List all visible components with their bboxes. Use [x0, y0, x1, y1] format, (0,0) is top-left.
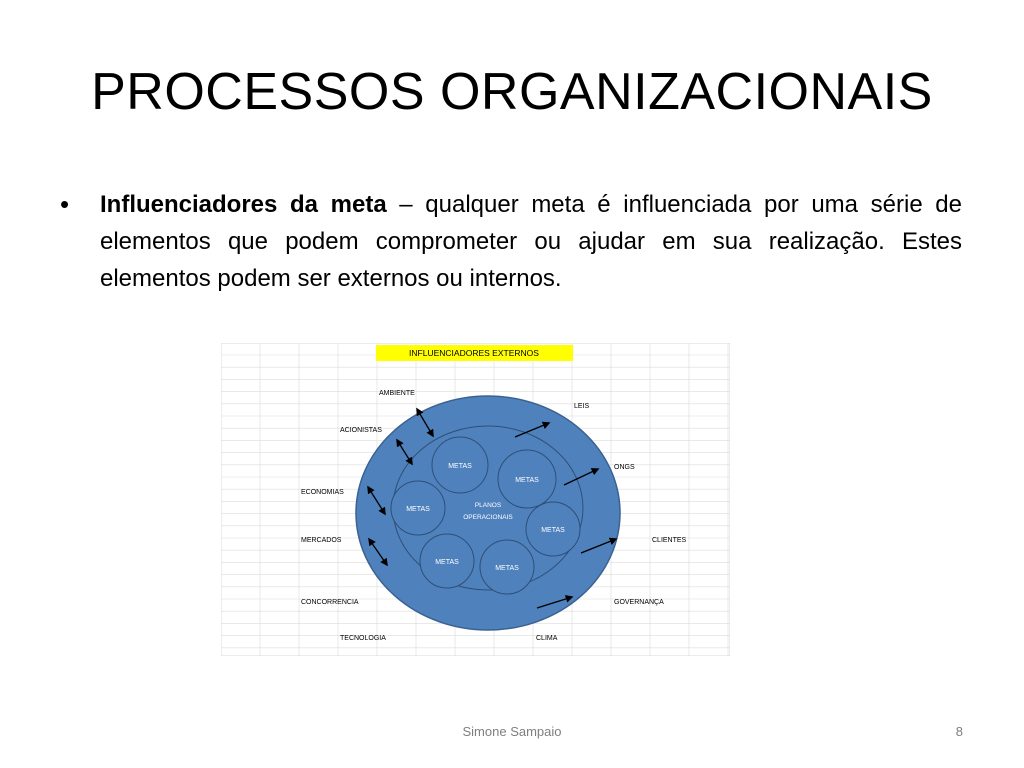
label-mercados: MERCADOS: [301, 537, 342, 544]
meta-label: METAS: [406, 506, 430, 513]
slide-title: PROCESSOS ORGANIZACIONAIS: [91, 63, 933, 121]
label-ongs: ONGS: [614, 464, 635, 471]
bullet-description: – qualquer meta é influenciada por uma série de elementos que podem comprometer ou ajudar em sua realização. Estes elementos podem ser externos ou internos.: [100, 191, 962, 292]
label-tecnologia: TECNOLOGIA: [340, 635, 386, 642]
center-label-line1: PLANOS: [474, 502, 502, 509]
footer-author: Simone Sampaio: [462, 724, 562, 739]
meta-label: METAS: [448, 463, 472, 470]
label-leis: LEIS: [574, 403, 590, 410]
influencers-diagram: [221, 343, 730, 656]
bullet-marker: •: [60, 189, 70, 219]
label-governanca: GOVERNANÇA: [614, 599, 664, 606]
bullet-bold-term: Influenciadores da meta: [100, 191, 387, 218]
bullet-text: [100, 186, 962, 297]
meta-label: METAS: [515, 477, 539, 484]
meta-label: METAS: [435, 559, 459, 566]
meta-label: METAS: [541, 527, 565, 534]
label-clientes: CLIENTES: [652, 537, 687, 544]
label-ambiente: AMBIENTE: [379, 390, 415, 397]
label-concorrencia: CONCORRENCIA: [301, 599, 359, 606]
center-label-line2: OPERACIONAIS: [463, 514, 513, 521]
bullet-item: [60, 186, 962, 297]
label-economias: ECONOMIAS: [301, 489, 344, 496]
label-acionistas: ACIONISTAS: [340, 427, 382, 434]
header-label: INFLUENCIADORES EXTERNOS: [409, 348, 539, 358]
meta-label: METAS: [495, 565, 519, 572]
label-clima: CLIMA: [536, 635, 558, 642]
page-number: 8: [955, 724, 963, 739]
